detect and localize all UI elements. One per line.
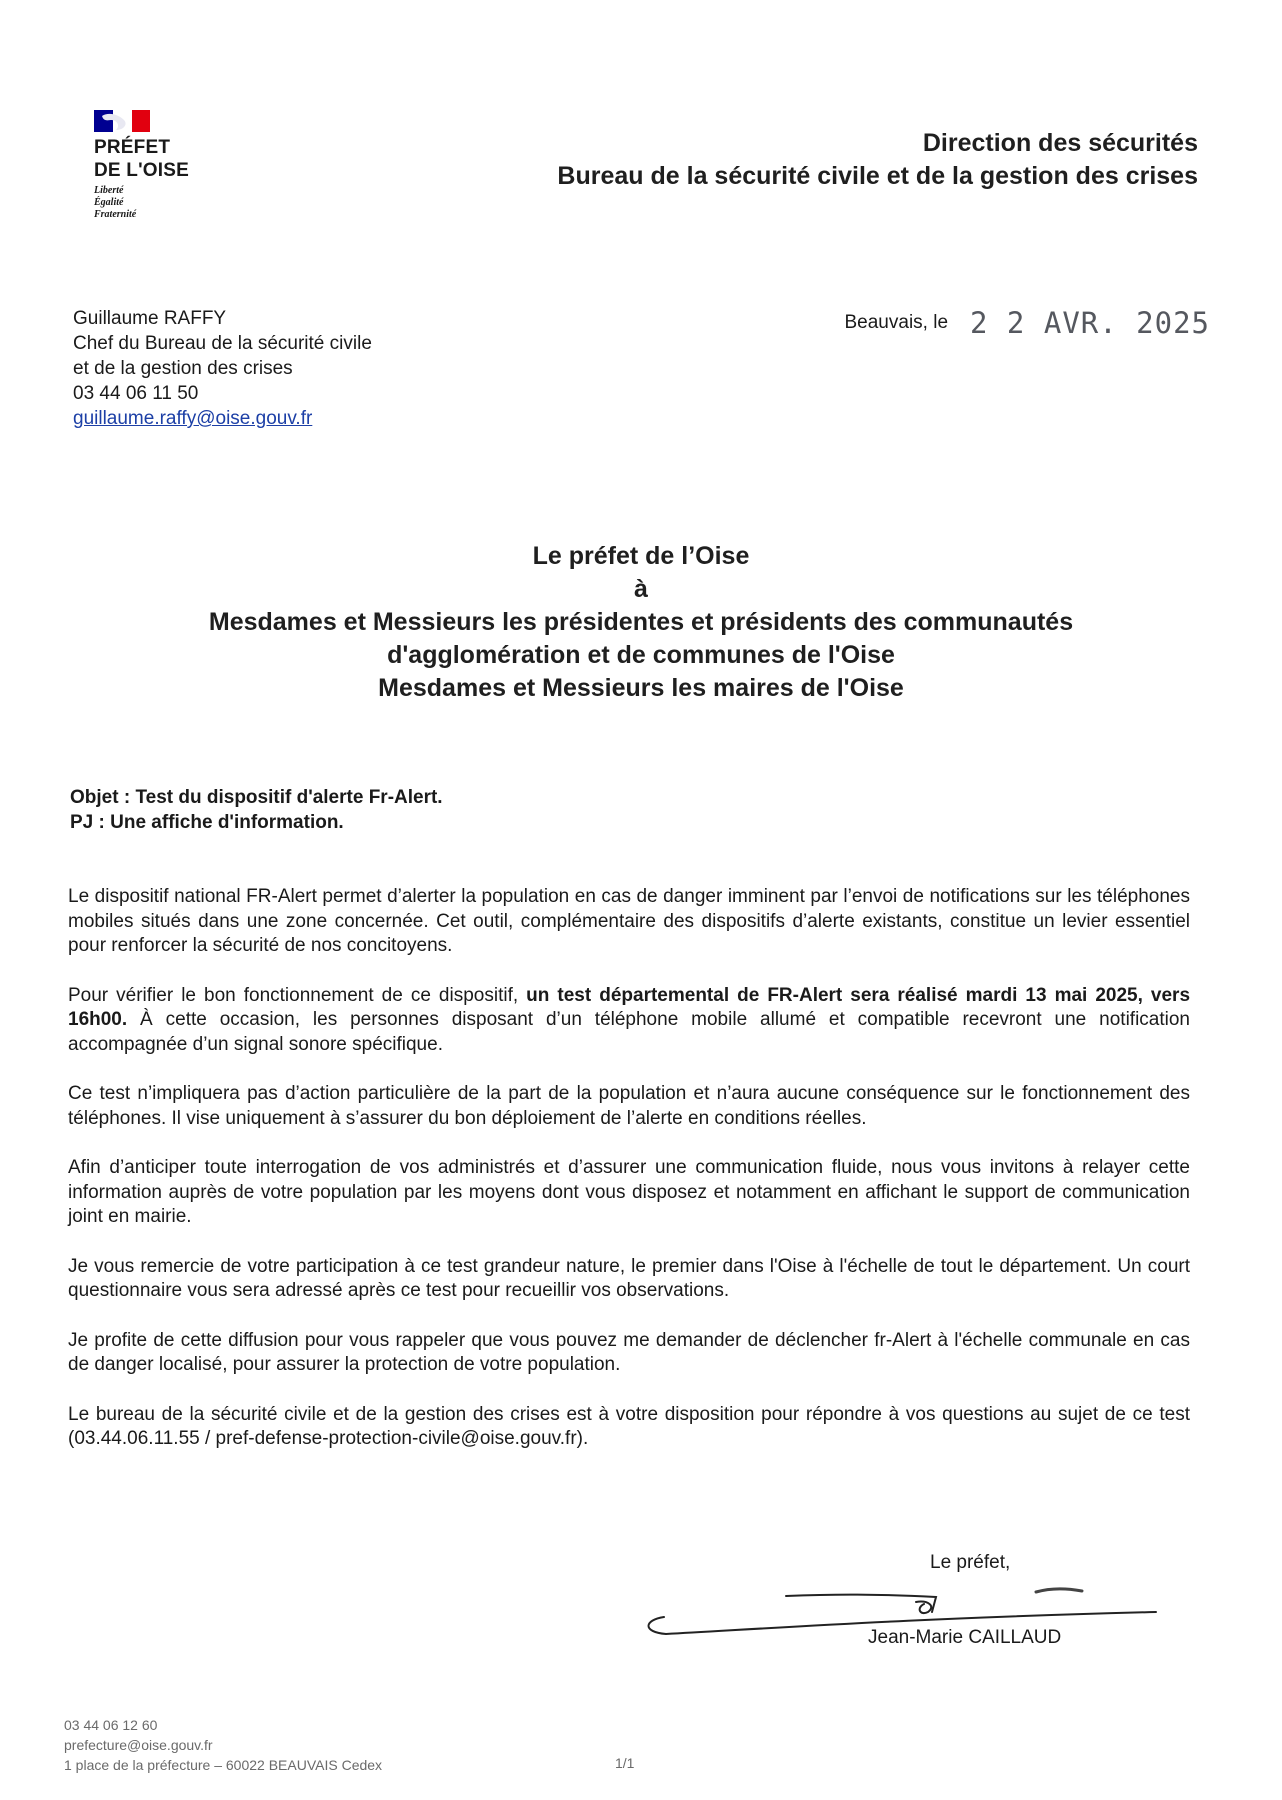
direction-title: Direction des sécurités [922, 129, 1198, 157]
footer-address: 1 place de la préfecture – 60022 BEAUVAIS Cedex [64, 1757, 383, 1773]
body-paragraph: Ce test n’impliquera pas d’action particulière de la part de la population et n’aura aucune conséquence sur le fonctionnement des téléphones. Il vise uniquement à s’assurer du bon déploiement de l’alerte en conditions réelles. [68, 1083, 1190, 1129]
sender-role-line1: Chef du Bureau de la sécurité civile [73, 333, 372, 354]
body-paragraph-test-date [68, 984, 1190, 1058]
subject-line: Objet : Test du dispositif d'alerte Fr-Alert. [70, 787, 443, 808]
attachment-line: PJ : Une affiche d'information. [70, 812, 344, 833]
addressees-block [0, 540, 1282, 705]
p2-end: À cette occasion, les personnes disposant d’un téléphone mobile allumé et compatible recevront une notification accompagnée d’un signal sonore spécifique. [68, 1009, 1190, 1055]
prefecture-logo [94, 108, 234, 221]
addressee-line2: d'agglomération et de communes de l'Oise [387, 641, 895, 669]
addressee-line3: Mesdames et Messieurs les maires de l'Oise [378, 674, 904, 702]
signatory-name: Jean-Marie CAILLAUD [868, 1627, 1062, 1648]
page-number: 1/1 [615, 1755, 635, 1771]
sender-name: Guillaume RAFFY [73, 308, 227, 329]
motto-liberte: Liberté [94, 185, 124, 196]
subject-block [70, 785, 443, 835]
footer-contact [64, 1715, 382, 1775]
logo-motto [94, 185, 234, 221]
body-paragraph: Le bureau de la sécurité civile et de la gestion des crises est à votre disposition pour répondre à vos questions au sujet de ce test (03.44.06.11.55 / pref-defense-protection-civile@oise.gouv.fr). [68, 1403, 1190, 1449]
letter-to-word: à [634, 575, 648, 603]
marianne-flag-icon [94, 108, 152, 132]
p2-bold-announcement: un test départemental de FR-Alert sera réalisé mardi 13 mai 2025, vers 16h00. [68, 984, 1191, 1030]
motto-egalite: Égalité [94, 197, 124, 208]
sender-phone: 03 44 06 11 50 [73, 383, 199, 404]
bureau-title: Bureau de la sécurité civile et de la gestion des crises [557, 162, 1198, 190]
body-paragraph: Le dispositif national FR-Alert permet d’alerter la population en cas de danger imminent par l’envoi de notifications sur les téléphones mobiles situés dans une zone concernée. Cet outil, complémentaire des dispositifs d’alerte existants, constitue un levier essentiel pour renforcer la sécurité de nos concitoyens. [68, 886, 1190, 956]
logo-title-line1: PRÉFET [94, 137, 171, 158]
letter-body [68, 885, 1190, 1477]
logo-title-line2: DE L'OISE [94, 160, 190, 181]
date-line [845, 306, 1211, 340]
sender-block [73, 306, 372, 431]
body-paragraph: Je vous remercie de votre participation à ce test grandeur nature, le premier dans l'Oise à l'échelle de tout le département. Un court questionnaire vous sera adressé après ce test pour recueillir vos observations. [68, 1255, 1190, 1301]
addressee-line1: Mesdames et Messieurs les présidentes et présidents des communautés [208, 608, 1074, 636]
motto-fraternite: Fraternité [94, 209, 137, 220]
p2-start: Pour vérifier le bon fonctionnement de ce dispositif, [68, 984, 527, 1006]
footer-phone: 03 44 06 12 60 [64, 1717, 158, 1733]
date-stamp: 2 2 AVR. 2025 [970, 306, 1210, 340]
sender-email-link[interactable]: guillaume.raffy@oise.gouv.fr [73, 408, 313, 429]
letter-from: Le préfet de l’Oise [532, 542, 750, 570]
body-paragraph: Je profite de cette diffusion pour vous rappeler que vous pouvez me demander de déclencher fr-Alert à l'échelle communale en cas de danger localisé, pour assurer la protection de votre population. [68, 1329, 1190, 1375]
body-paragraph: Afin d’anticiper toute interrogation de vos administrés et d’assurer une communication fluide, nous vous invitons à relayer cette information auprès de votre population par les moyens dont vous disposez et notamment en affichant le support de communication joint en mairie. [68, 1157, 1190, 1227]
logo-title [94, 136, 234, 182]
footer-email: prefecture@oise.gouv.fr [64, 1737, 213, 1753]
date-place: Beauvais, le [844, 312, 949, 333]
issuing-department [557, 127, 1198, 193]
signature-title: Le préfet, [930, 1552, 1011, 1573]
sender-role-line2: et de la gestion des crises [73, 358, 293, 379]
